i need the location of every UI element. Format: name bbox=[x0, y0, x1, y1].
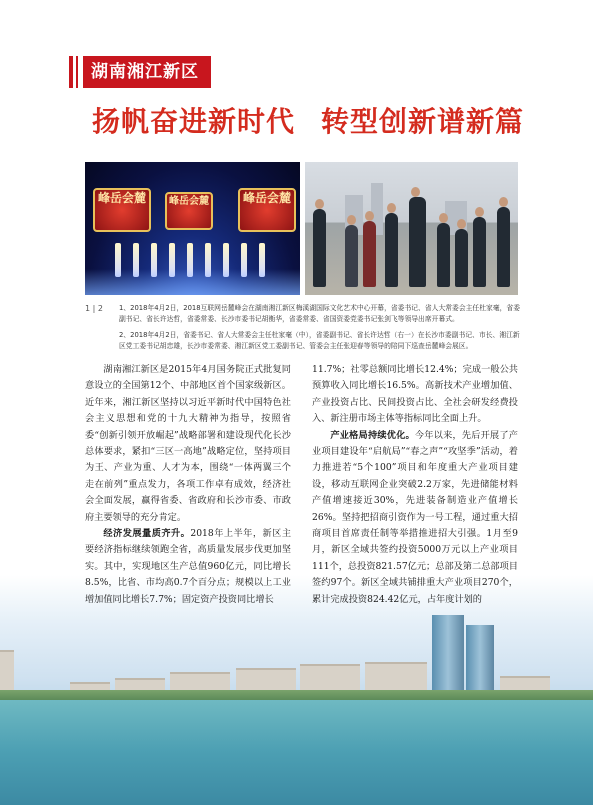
headline-part2: 转型创新谱新篇 bbox=[321, 105, 525, 138]
headline-part1: 扬帆奋进新时代 bbox=[92, 105, 296, 138]
photo-officials-inspection bbox=[305, 162, 518, 295]
tag-bar bbox=[76, 56, 78, 88]
tag-bar bbox=[69, 56, 73, 88]
section-label: 湖南湘江新区 bbox=[83, 56, 211, 88]
article-paragraph: 11.7%；社零总额同比增长12.4%；完成一般公共预算收入同比增长16.5%。高新技术产业增加值、产业投资占比、民间投资占比、全社会研发经费投入、新注册市场主体等指标同比全面上升。 bbox=[312, 364, 518, 425]
photo-summit-stage bbox=[85, 162, 300, 295]
photo-caption bbox=[85, 303, 525, 357]
summit-sign: 峰岳会麓 bbox=[165, 192, 213, 230]
summit-sign: 峰岳会麓 bbox=[238, 188, 296, 232]
caption-numbers: 1 | 2 bbox=[85, 304, 103, 313]
headline bbox=[92, 100, 532, 140]
person bbox=[345, 225, 358, 287]
section-tag bbox=[69, 56, 211, 88]
article-column-right bbox=[312, 362, 518, 608]
article-paragraph: 湖南湘江新区是2015年4月国务院正式批复同意设立的全国第12个、中部地区首个国家级新区。近年来，湘江新区坚持以习近平新时代中国特色社会主义思想和党的十九大精神为指导，按照省委“创新引领开放崛起”战略部署和建设现代化长沙总体要求，紧扣“三区一高地”战略定位，坚持项目为王、产业为重、人才为本，围绕“一体两翼三个走在前列”重点发力，各项工作卓有成效，经济社会全面发展，赢得省委、省政府和长沙市委、市政府主要领导的充分肯定。 bbox=[85, 364, 291, 523]
skyscraper bbox=[466, 625, 494, 700]
skyscraper bbox=[432, 615, 464, 700]
paragraph-heading: 产业格局持续优化。 bbox=[330, 429, 415, 441]
article-column-left bbox=[85, 362, 291, 608]
person bbox=[363, 221, 376, 287]
stage-glow bbox=[85, 269, 300, 295]
article-paragraph: 产业格局持续优化。今年以来，先后开展了产业项目建设年“启航局”“春之声”“攻坚季”活动，着力推进若“5个100”项目和年度重大产业项目建设，移动互联网企业突破2.2万家，先进储能材料产值增速接近30%，先进装备制造业产值增长26%。坚持把招商引资作为一号工程，通过重大招商项目首席责任制等举措推进招大引强。1月至9月，新区全域共签约投资5000万元以上产业项目111个，总投资821.57亿元；总部及第二总部项目签约97个。新区全域共铺排重大产业项目270个，累计完成投资824.42亿元，占年度计划的 bbox=[312, 429, 518, 605]
article-paragraph: 经济发展量质齐升。2018年上半年，新区主要经济指标继续领跑全省，高质量发展步伐更加坚实。其中，实现地区生产总值960亿元，同比增长8.5%，比省、市均高0.7个百分点；规模以上工业增加值同比增长7.7%；固定资产投资同比增长 bbox=[85, 528, 292, 605]
person bbox=[455, 229, 468, 287]
river-water bbox=[0, 700, 593, 805]
person bbox=[497, 207, 510, 287]
person bbox=[409, 197, 426, 287]
person bbox=[473, 217, 486, 287]
person bbox=[437, 223, 450, 287]
person bbox=[385, 213, 398, 287]
summit-sign: 峰岳会麓 bbox=[93, 188, 151, 232]
person bbox=[313, 209, 326, 287]
caption-item-2: 2、2018年4月2日，省委书记、省人大常委会主任杜家毫（中），省委副书记、省长许达哲（右一）在长沙市委副书记、市长、湘江新区党工委书记胡忠雄，长沙市委常委、湘江新区党工委副书记、管委会主任张迎春等领导的陪同下巡查岳麓峰会展区。 bbox=[119, 331, 520, 350]
paragraph-heading: 经济发展量质齐升。 bbox=[103, 528, 191, 540]
caption-item-1: 1、2018年4月2日，2018互联网岳麓峰会在湖南湘江新区梅溪湖国际文化艺术中心开幕，省委书记、省人大常委会主任杜家毫，省委副书记、省长许达哲，省委常委、长沙市委书记胡衡华，省委常委、省国资委党委书记张剑飞等领导出席开幕式。 bbox=[119, 304, 521, 323]
